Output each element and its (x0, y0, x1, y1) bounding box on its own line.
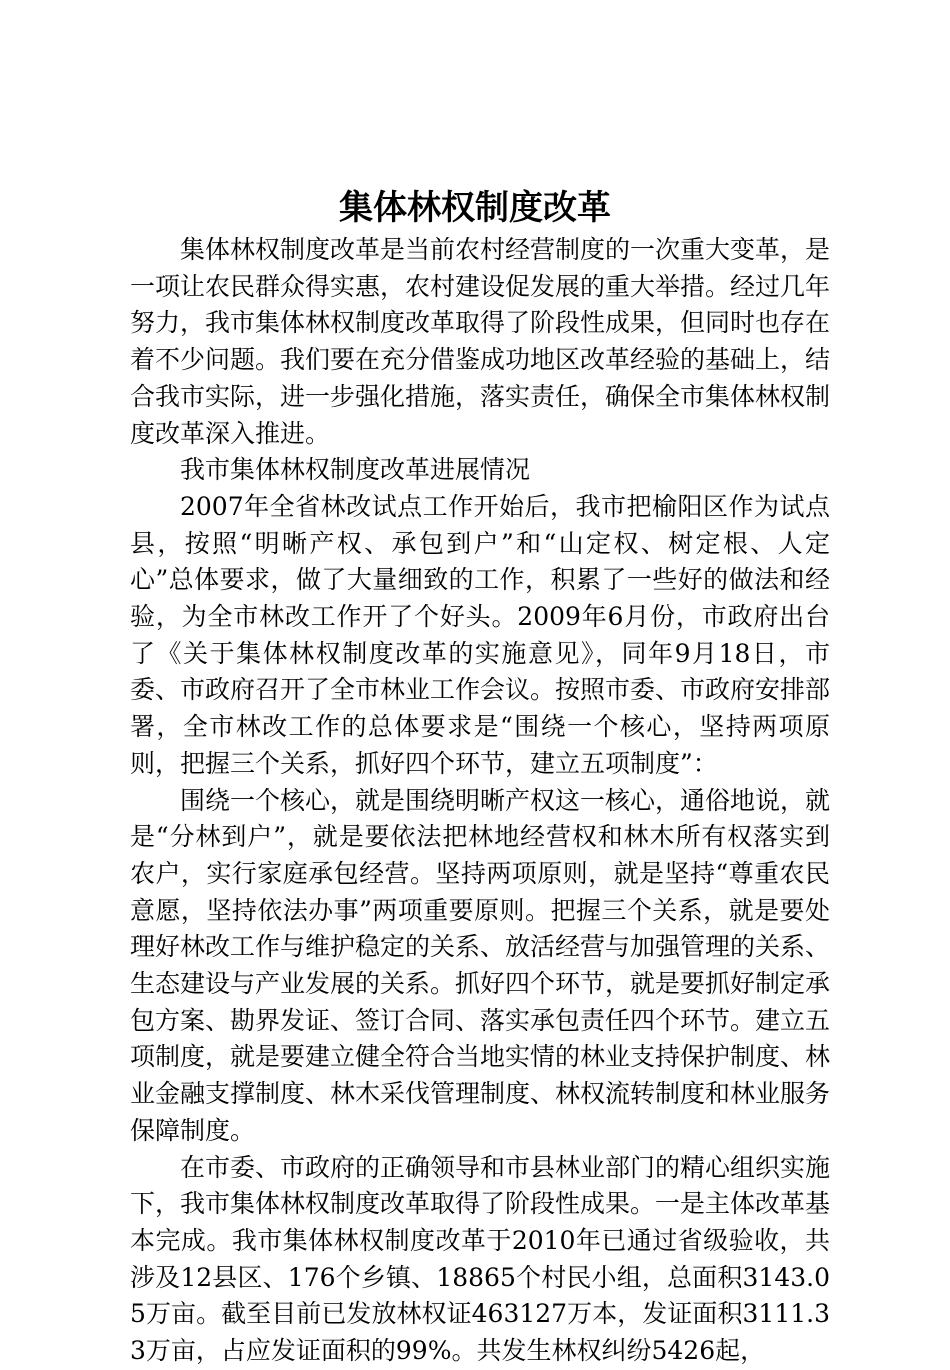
paragraph-intro: 集体林权制度改革是当前农村经营制度的一次重大变革，是一项让农民群众得实惠，农村建设促发展的重大举措。经过几年努力，我市集体林权制度改革取得了阶段性成果，但同时也存在着不少问题。我们要在充分借鉴成功地区改革经验的基础上，结合我市实际，进一步强化措施，落实责任，确保全市集体林权制度改革深入推进。 (130, 235, 831, 448)
paragraph-requirements: 围绕一个核心，就是围绕明晰产权这一核心，通俗地说，就是“分林到户”，就是要依法把林地经营权和林木所有权落实到农户，实行家庭承包经营。坚持两项原则，就是坚持“尊重农民意愿，坚持依法办事”两项重要原则。把握三个关系，就是要处理好林改工作与维护稳定的关系、放活经营与加强管理的关系、生态建设与产业发展的关系。抓好四个环节，就是要抓好制定承包方案、勘界发证、签订合同、落实承包责任四个环节。建立五项制度，就是要建立健全符合当地实情的林业支持保护制度、林业金融支撑制度、林木采伐管理制度、林权流转制度和林业服务保障制度。 (130, 785, 831, 1145)
document-body (130, 232, 830, 1370)
paragraph-results: 在市委、市政府的正确领导和市县林业部门的精心组织实施下，我市集体林权制度改革取得了阶段性成果。一是主体改革基本完成。我市集体林权制度改革于2010年已通过省级验收，共涉及12县区、176个乡镇、18865个村民小组，总面积3143.05万亩。截至目前已发放林权证463127万本，发证面积3111.33万亩，占应发证面积的99%。共发生林权纠纷5426起， (130, 1152, 831, 1366)
section-heading-progress: 我市集体林权制度改革进展情况 (180, 455, 531, 485)
paragraph-pilot: 2007年全省林改试点工作开始后，我市把榆阳区作为试点县，按照“明晰产权、承包到户”和“山定权、树定根、人定心”总体要求，做了大量细致的工作，积累了一些好的做法和经验，为全市林改工作开了个好头。2009年6月份，市政府出台了《关于集体林权制度改革的实施意见》，同年9月18日，市委、市政府召开了全市林业工作会议。按照市委、市政府安排部署，全市林改工作的总体要求是“围绕一个核心，坚持两项原则，把握三个关系，抓好四个环节，建立五项制度”： (130, 491, 831, 778)
document-title: 集体林权制度改革 (339, 188, 611, 228)
